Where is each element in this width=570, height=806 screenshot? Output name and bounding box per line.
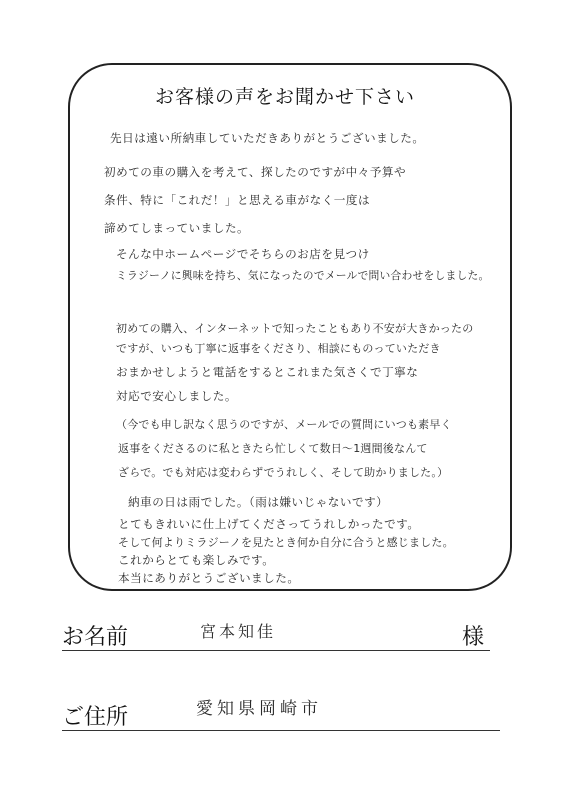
- message-line: とてもきれいに仕上げてくださってうれしかったです。: [118, 517, 420, 531]
- address-label: ご住所: [62, 705, 129, 730]
- name-value: 宮本知佳: [200, 622, 277, 641]
- message-line: おまかせしようと電話をするとこれまた気さくで丁寧な: [116, 365, 419, 379]
- message-line: 本当にありがとうございました。: [118, 571, 300, 585]
- message-line: ざらで。でも対応は変わらずでうれしく、そして助かりました。）: [118, 466, 449, 479]
- message-line: 納車の日は雨でした。（雨は嫌いじゃないです）: [128, 495, 389, 509]
- message-line: そんな中ホームページでそちらのお店を見つけ: [116, 247, 370, 261]
- message-line: これからとても楽しみです。: [118, 553, 275, 567]
- address-underline: [62, 730, 500, 731]
- name-underline: [62, 650, 490, 651]
- message-line: ですが、いつも丁寧に返事をくださり、相談にものっていただき: [116, 342, 441, 355]
- name-label: お名前: [62, 625, 129, 650]
- message-line: 初めての車の購入を考えて、探したのですが中々予算や: [104, 165, 407, 179]
- address-value: 愛知県岡崎市: [196, 699, 322, 719]
- message-line: 返事をくださるのに私ときたら忙しくて数日〜1週間後なんて: [118, 442, 428, 455]
- message-line: 条件、特に「これだ！」と思える車がなく一度は: [104, 193, 371, 207]
- message-line: 初めての購入、インターネットで知ったこともあり不安が大きかったの: [116, 322, 474, 335]
- message-line: そして何よりミラジーノを見たとき何か自分に合うと感じました。: [118, 536, 454, 549]
- message-line: 先日は遠い所納車していただきありがとうございました。: [110, 131, 425, 145]
- honorific-label: 様: [462, 625, 485, 650]
- message-line: 諦めてしまっていました。: [104, 221, 250, 235]
- form-title: お客様の声をお聞かせ下さい: [154, 86, 415, 108]
- message-line: （今でも申し訳なく思うのですが、メールでの質問にいつも素早く: [116, 418, 452, 431]
- message-line: 対応で安心しました。: [116, 389, 237, 403]
- message-line: ミラジーノに興味を持ち、気になったのでメールで問い合わせをしました。: [116, 269, 490, 282]
